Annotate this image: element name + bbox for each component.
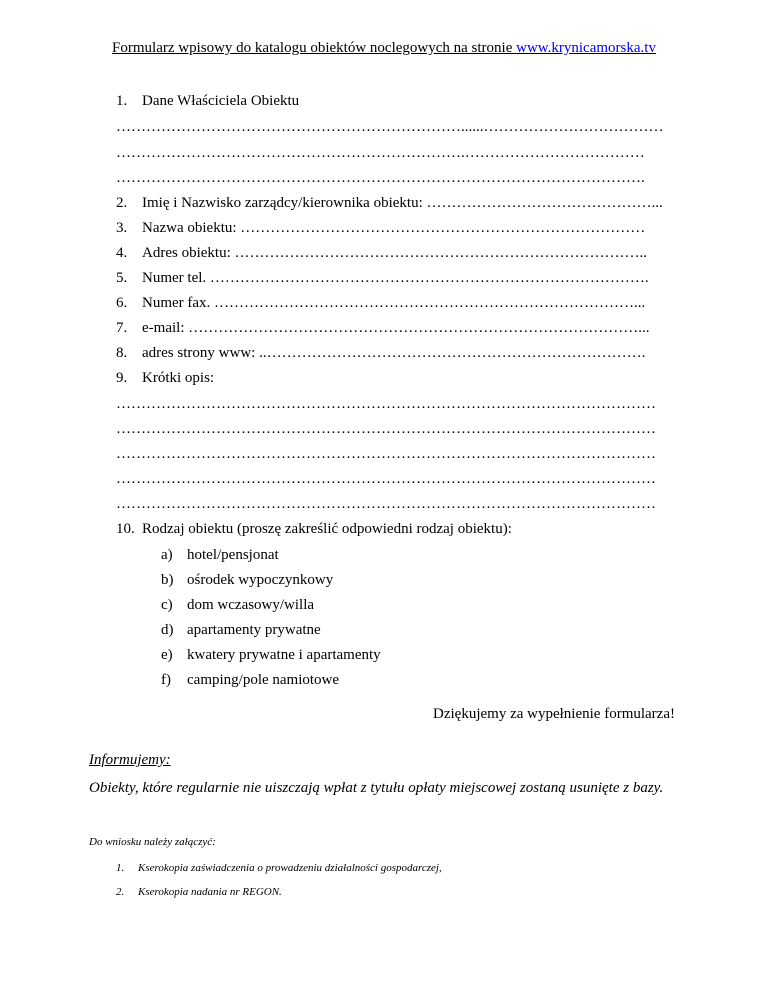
item-number: 5. <box>116 270 128 286</box>
item-label: Dane Właściciela Obiektu <box>142 93 300 109</box>
form-item-description <box>116 369 214 387</box>
item-label: Krótki opis: <box>142 370 215 386</box>
form-item-website[interactable] <box>116 344 645 362</box>
item-number: 4. <box>116 245 128 261</box>
item-number: 2. <box>116 195 128 211</box>
attachment-item <box>116 886 282 898</box>
item-number: 9. <box>116 370 128 386</box>
type-option-hotel[interactable] <box>161 546 279 564</box>
type-option-resort[interactable] <box>161 571 333 589</box>
owner-field-line[interactable]: …………………………………………………………….……………………………… <box>116 145 645 161</box>
attachment-item <box>116 862 442 874</box>
title-text: Formularz wpisowy do katalogu obiektów noclegowych na stronie <box>112 40 517 56</box>
website-link[interactable]: www.krynicamorska.tv <box>516 40 656 56</box>
attachment-number: 2. <box>116 886 125 898</box>
option-label: hotel/pensjonat <box>187 547 279 563</box>
option-letter: a) <box>161 547 173 563</box>
item-text: Adres obiektu: ……………………………………………………………………….. <box>142 245 647 261</box>
owner-field-line[interactable]: ……………………………………………………………………………………………. <box>116 170 645 186</box>
form-item-address[interactable] <box>116 244 647 262</box>
option-label: apartamenty prywatne <box>187 622 321 638</box>
form-item-fax[interactable] <box>116 294 645 312</box>
item-text: e-mail: ………………………………………………………………………………... <box>142 320 650 336</box>
option-letter: d) <box>161 622 174 638</box>
item-number: 3. <box>116 220 128 236</box>
attachment-label: Kserokopia zaświadczenia o prowadzeniu działalności gospodarczej, <box>138 862 442 874</box>
form-item-manager[interactable] <box>116 194 663 212</box>
owner-field-line[interactable]: ……………………………………………………………......……………………………… <box>116 119 664 135</box>
option-label: dom wczasowy/willa <box>187 597 315 613</box>
type-option-villa[interactable] <box>161 596 314 614</box>
item-text: adres strony www: ..…………………………………………………………………. <box>142 345 646 361</box>
item-text: Numer fax. …………………………………………………………………………... <box>142 295 646 311</box>
item-number: 10. <box>116 521 135 537</box>
description-field-line[interactable]: ……………………………………………………………………………………………… <box>116 471 656 487</box>
item-number: 1. <box>116 93 128 109</box>
form-item-object-type <box>116 520 512 538</box>
thanks-note: Dziękujemy za wypełnienie formularza! <box>433 706 675 722</box>
form-item-object-name[interactable] <box>116 219 645 237</box>
option-letter: e) <box>161 647 173 663</box>
type-option-camping[interactable] <box>161 671 339 689</box>
item-number: 8. <box>116 345 128 361</box>
option-label: kwatery prywatne i apartamenty <box>187 647 381 663</box>
description-field-line[interactable]: ……………………………………………………………………………………………… <box>116 421 656 437</box>
info-heading: Informujemy: <box>89 752 171 768</box>
page-title <box>0 40 768 57</box>
item-text: Numer tel. ……………………………………………………………………………. <box>142 270 649 286</box>
form-item-phone[interactable] <box>116 269 649 287</box>
description-field-line[interactable]: ……………………………………………………………………………………………… <box>116 496 656 512</box>
item-text: Nazwa obiektu: ……………………………………………………………………… <box>142 220 646 236</box>
option-label: ośrodek wypoczynkowy <box>187 572 334 588</box>
type-option-apartments[interactable] <box>161 621 321 639</box>
type-option-private-rooms[interactable] <box>161 646 381 664</box>
attachments-heading: Do wniosku należy załączyć: <box>89 836 216 848</box>
description-field-line[interactable]: ……………………………………………………………………………………………… <box>116 396 656 412</box>
form-item-owner <box>116 92 299 110</box>
info-text: Obiekty, które regularnie nie uiszczają wpłat z tytułu opłaty miejscowej zostaną usunięte z bazy. <box>89 780 664 796</box>
form-item-email[interactable] <box>116 319 649 337</box>
option-label: camping/pole namiotowe <box>187 672 340 688</box>
attachment-number: 1. <box>116 862 125 874</box>
attachment-label: Kserokopia nadania nr REGON. <box>138 886 282 898</box>
description-field-line[interactable]: ……………………………………………………………………………………………… <box>116 446 656 462</box>
option-letter: f) <box>161 672 171 688</box>
item-text: Imię i Nazwisko zarządcy/kierownika obiektu: ………………………………………... <box>142 195 663 211</box>
item-number: 7. <box>116 320 128 336</box>
item-number: 6. <box>116 295 128 311</box>
item-label: Rodzaj obiektu (proszę zakreślić odpowiedni rodzaj obiektu): <box>142 521 512 537</box>
option-letter: b) <box>161 572 174 588</box>
option-letter: c) <box>161 597 173 613</box>
